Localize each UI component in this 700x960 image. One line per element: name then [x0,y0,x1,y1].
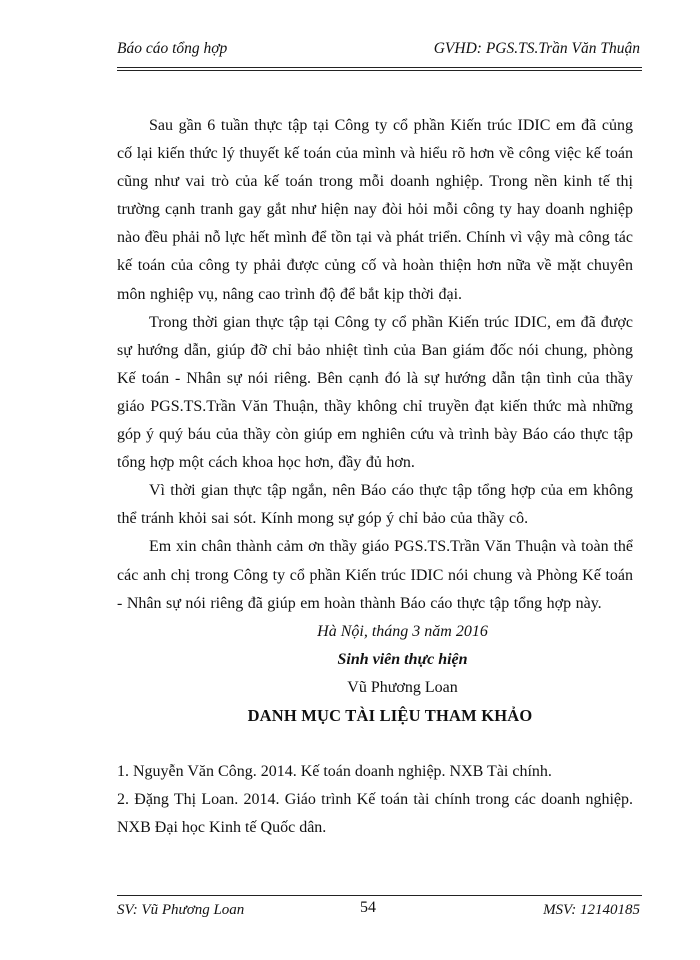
footer-rule [117,895,642,896]
reference-item: 1. Nguyễn Văn Công. 2014. Kế toán doanh nghiệp. NXB Tài chính. [117,763,552,781]
header-report-title: Báo cáo tổng hợp [117,40,228,57]
page-body [117,112,633,842]
header-rule-double [117,70,642,71]
paragraph-1: Sau gần 6 tuần thực tập tại Công ty cổ phần Kiến trúc IDIC em đã củng cố lại kiến thức lý thuyết kế toán của mình và hiểu rõ hơn về công việc kế toán cũng như vai trò của kế toán trong mỗi doanh nghiệp. Trong nền kinh tế thị trường cạnh tranh gay gắt như hiện nay đòi hỏi mỗi công ty hay doanh nghiệp nào đều phải nỗ lực hết mình để tồn tại và phát triển. Chính vì vậy mà công tác kế toán của công ty phải được củng cố và hoàn thiện hơn nữa về mặt chuyên môn nghiệp vụ, nâng cao trình độ để bắt kịp thời đại. [117,117,633,303]
paragraph-4: Em xin chân thành cảm ơn thầy giáo PGS.TS.Trần Văn Thuận và toàn thể các anh chị trong Công ty cổ phần Kiến trúc IDIC nói chung và Phòng Kế toán - Nhân sự nói riêng đã giúp em hoàn thành Báo cáo thực tập tổng hợp này. [117,538,633,612]
footer-student: SV: Vũ Phương Loan [117,902,245,918]
signature-name: Vũ Phương Loan [347,678,458,696]
signature-title: Sinh viên thực hiện [337,650,468,668]
reference-item: 2. Đặng Thị Loan. 2014. Giáo trình Kế toán tài chính trong các doanh nghiệp. NXB Đại học Kinh tế Quốc dân. [117,791,633,837]
signature-block [310,618,495,702]
page-number: 54 [360,899,376,916]
header-supervisor: GVHD: PGS.TS.Trần Văn Thuận [433,40,640,57]
references-heading: DANH MỤC TÀI LIỆU THAM KHẢO [247,705,533,725]
signature-date: Hà Nội, tháng 3 năm 2016 [317,622,488,640]
footer-student-id: MSV: 12140185 [543,902,640,918]
paragraph-3: Vì thời gian thực tập ngắn, nên Báo cáo thực tập tổng hợp của em không thể tránh khỏi sai sót. Kính mong sự góp ý chỉ bảo của thầy cô. [117,482,633,528]
header-rule [117,67,642,68]
paragraph-2: Trong thời gian thực tập tại Công ty cổ phần Kiến trúc IDIC, em đã được sự hướng dẫn, giúp đỡ chỉ bảo nhiệt tình của Ban giám đốc nói chung, phòng Kế toán - Nhân sự nói riêng. Bên cạnh đó là sự hướng dẫn tận tình của thầy giáo PGS.TS.Trần Văn Thuận, thầy không chỉ truyền đạt kiến thức mà những góp ý quý báu của thầy còn giúp em nghiên cứu và trình bày Báo cáo thực tập tổng hợp một cách khoa học hơn, đầy đủ hơn. [117,313,633,472]
references-list [117,758,633,842]
